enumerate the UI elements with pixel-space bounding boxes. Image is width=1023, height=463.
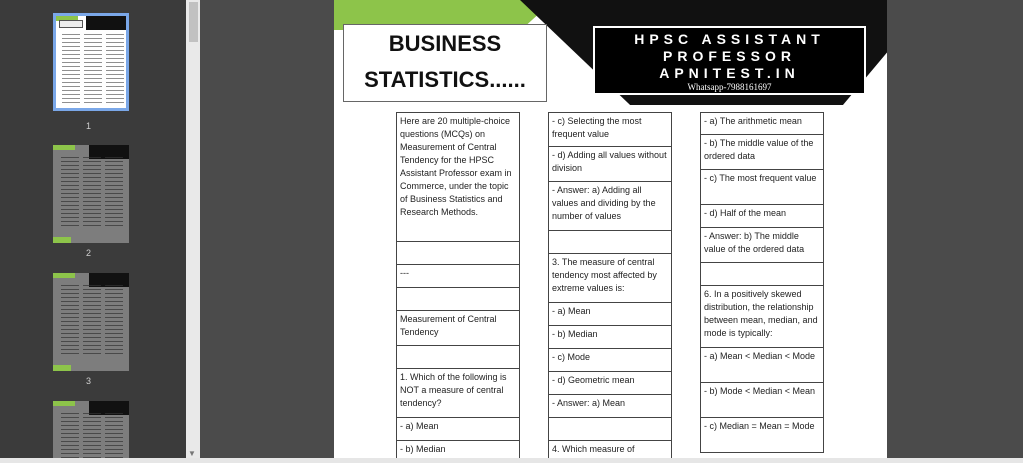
thumb-text-column: [84, 34, 102, 106]
thumb-black-banner: [86, 16, 126, 30]
thumb-green-footer: [53, 237, 71, 243]
title-box: [343, 24, 547, 102]
hpsc-line-3: APNITEST.IN: [659, 65, 800, 81]
page-thumbnail-3[interactable]: [53, 273, 129, 371]
table-cell: - Answer: a) Mean: [548, 395, 672, 418]
thumbnail-number: 1: [86, 121, 92, 131]
table-column-2: [548, 112, 672, 463]
thumb-green-band: [53, 273, 75, 278]
table-cell: - d) Half of the mean: [700, 205, 824, 228]
document-page: [334, 0, 887, 463]
thumb-text-column: [83, 157, 101, 229]
table-cell: - b) Median: [548, 326, 672, 349]
table-cell: [396, 242, 520, 265]
thumbnail-number: 3: [86, 376, 92, 386]
table-cell: [548, 231, 672, 254]
thumb-green-band: [53, 145, 75, 150]
thumb-text-column: [83, 413, 101, 463]
title-line-1: BUSINESS: [388, 31, 502, 56]
thumb-text-column: [106, 34, 124, 106]
table-column-3: [700, 112, 824, 453]
thumb-text-column: [105, 413, 123, 463]
table-cell: Here are 20 multiple-choice questions (MCQs) on Measurement of Central Tendency for the HPSC Assistant Professor exam in Commerce, under the topic of Business Statistics and Research Methods.: [396, 112, 520, 242]
thumb-text-column: [83, 285, 101, 357]
table-cell: - c) Mode: [548, 349, 672, 372]
thumb-text-column: [105, 285, 123, 357]
thumb-text-column: [62, 34, 80, 106]
thumb-text-column: [61, 285, 79, 357]
table-cell: - Answer: b) The middle value of the ordered data: [700, 228, 824, 263]
table-cell: [396, 288, 520, 311]
thumb-green-band: [53, 401, 75, 406]
scroll-down-arrow-icon[interactable]: ▼: [188, 449, 196, 458]
table-column-1: [396, 112, 520, 463]
table-cell: Measurement of Central Tendency: [396, 311, 520, 346]
title-line-2: STATISTICS......: [364, 67, 526, 92]
hpsc-line-1: HPSC ASSISTANT: [634, 31, 825, 47]
thumb-green-footer: [53, 365, 71, 371]
sidebar-scrollbar-thumb[interactable]: [189, 2, 198, 42]
page-thumbnail-1[interactable]: [53, 13, 129, 111]
table-cell: [548, 418, 672, 441]
table-cell: - c) The most frequent value: [700, 170, 824, 205]
table-cell: - c) Selecting the most frequent value: [548, 112, 672, 147]
table-cell: - b) Median: [396, 441, 520, 463]
table-cell: - a) Mean: [396, 418, 520, 441]
hpsc-banner: [593, 26, 866, 95]
table-cell: - d) Adding all values without division: [548, 147, 672, 182]
table-cell: - b) The middle value of the ordered data: [700, 135, 824, 170]
thumbnail-sidebar: [0, 0, 186, 463]
table-cell: - d) Geometric mean: [548, 372, 672, 395]
table-cell: ---: [396, 265, 520, 288]
table-cell: [700, 263, 824, 286]
table-cell: [396, 346, 520, 369]
table-cell: - c) Median = Mean = Mode: [700, 418, 824, 453]
page-thumbnail-4[interactable]: [53, 401, 129, 463]
thumb-text-column: [61, 413, 79, 463]
sidebar-scrollbar[interactable]: [186, 0, 200, 463]
thumb-title-box: [59, 20, 83, 28]
whatsapp-number: Whatsapp-7988161697: [687, 82, 772, 92]
table-cell: - Answer: a) Adding all values and dividing by the number of values: [548, 182, 672, 231]
table-cell: 4. Which measure of: [548, 441, 672, 463]
table-cell: - b) Mode < Median < Mean: [700, 383, 824, 418]
table-cell: - a) Mean < Median < Mode: [700, 348, 824, 383]
thumb-text-column: [61, 157, 79, 229]
table-cell: 3. The measure of central tendency most affected by extreme values is:: [548, 254, 672, 303]
hpsc-line-2: PROFESSOR: [663, 48, 796, 64]
table-cell: 6. In a positively skewed distribution, the relationship between mean, median, and mode is typically:: [700, 286, 824, 348]
taskbar-strip: [0, 458, 1023, 463]
table-cell: 1. Which of the following is NOT a measure of central tendency?: [396, 369, 520, 418]
thumb-text-column: [105, 157, 123, 229]
table-cell: - a) Mean: [548, 303, 672, 326]
thumbnail-number: 2: [86, 248, 92, 258]
table-cell: - a) The arithmetic mean: [700, 112, 824, 135]
page-thumbnail-2[interactable]: [53, 145, 129, 243]
